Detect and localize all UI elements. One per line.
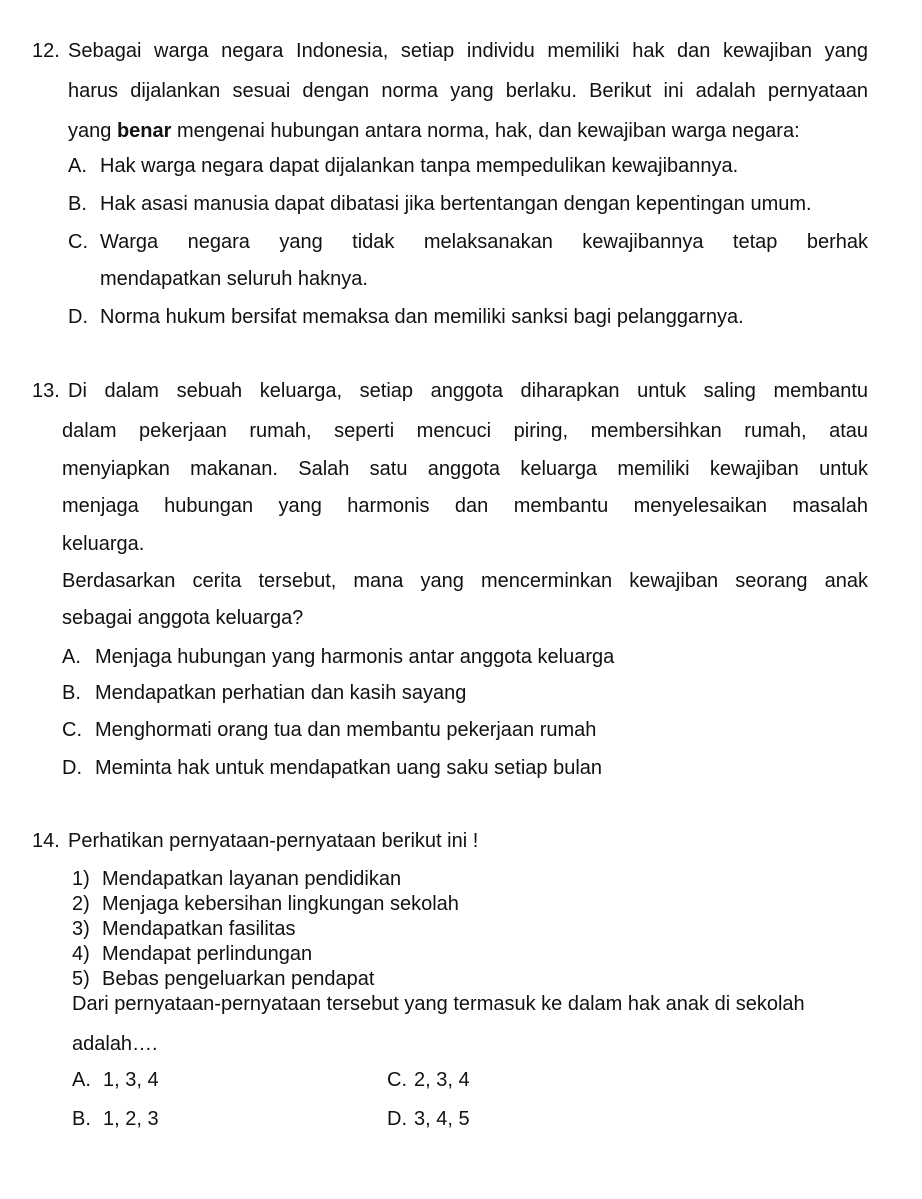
statement-text: Mendapatkan fasilitas	[102, 918, 296, 940]
question-stem-line: menyiapkan makanan. Salah satu anggota keluarga memiliki kewajiban untuk	[62, 458, 868, 480]
question-prompt-line: adalah….	[72, 1033, 158, 1055]
option-letter: C.	[62, 719, 82, 741]
option-text: Hak warga negara dapat dijalankan tanpa mempedulikan kewajibannya.	[100, 155, 739, 177]
option-text: 3, 4, 5	[414, 1108, 470, 1130]
option-letter: A.	[72, 1069, 91, 1091]
option-text: 1, 2, 3	[103, 1108, 159, 1130]
option-text: 2, 3, 4	[414, 1069, 470, 1091]
question-number: 13.	[32, 380, 60, 402]
statement-text: Mendapat perlindungan	[102, 943, 313, 965]
question-prompt-line: Berdasarkan cerita tersebut, mana yang mencerminkan kewajiban seorang anak	[62, 570, 868, 592]
question-stem-line: Sebagai warga negara Indonesia, setiap individu memiliki hak dan kewajiban yang	[68, 40, 868, 62]
option-letter: A.	[62, 646, 81, 668]
question-number: 12.	[32, 40, 60, 62]
option-letter: C.	[68, 231, 88, 253]
option-letter: D.	[387, 1108, 407, 1130]
option-letter: B.	[62, 682, 81, 704]
option-text: Menjaga hubungan yang harmonis antar anggota keluarga	[95, 646, 615, 668]
option-text: Mendapatkan perhatian dan kasih sayang	[95, 682, 467, 704]
option-text: Warga negara yang tidak melaksanakan kewajibannya tetap berhak	[100, 231, 868, 253]
option-letter: A.	[68, 155, 87, 177]
option-text: Meminta hak untuk mendapatkan uang saku setiap bulan	[95, 757, 603, 779]
question-stem-line: harus dijalankan sesuai dengan norma yang berlaku. Berikut ini adalah pernyataan	[68, 80, 868, 102]
question-stem-line: menjaga hubungan yang harmonis dan membantu menyelesaikan masalah	[62, 495, 868, 517]
option-text: 1, 3, 4	[103, 1069, 159, 1091]
stem-text: yang	[68, 120, 117, 142]
statement-number: 1)	[72, 868, 90, 890]
option-letter: B.	[68, 193, 87, 215]
option-text: Hak asasi manusia dapat dibatasi jika bertentangan dengan kepentingan umum.	[100, 193, 812, 215]
question-prompt-line: Dari pernyataan-pernyataan tersebut yang termasuk ke dalam hak anak di sekolah	[72, 993, 805, 1015]
question-stem-line: Perhatikan pernyataan-pernyataan berikut ini !	[68, 830, 479, 852]
question-stem-line	[68, 120, 800, 143]
option-text-continuation: mendapatkan seluruh haknya.	[100, 268, 368, 290]
statement-number: 2)	[72, 893, 90, 915]
question-stem-line: Di dalam sebuah keluarga, setiap anggota diharapkan untuk saling membantu	[68, 380, 868, 402]
statement-text: Bebas pengeluarkan pendapat	[102, 968, 375, 990]
option-text: Norma hukum bersifat memaksa dan memiliki sanksi bagi pelanggarnya.	[100, 306, 744, 328]
option-letter: C.	[387, 1069, 407, 1091]
option-text: Menghormati orang tua dan membantu pekerjaan rumah	[95, 719, 597, 741]
question-stem-line: dalam pekerjaan rumah, seperti mencuci piring, membersihkan rumah, atau	[62, 420, 868, 442]
option-letter: B.	[72, 1108, 91, 1130]
question-stem-line: keluarga.	[62, 533, 145, 555]
statement-text: Menjaga kebersihan lingkungan sekolah	[102, 893, 459, 915]
option-letter: D.	[62, 757, 82, 779]
stem-text: mengenai hubungan antara norma, hak, dan kewajiban warga negara:	[171, 120, 800, 142]
question-prompt-line: sebagai anggota keluarga?	[62, 607, 304, 629]
question-number: 14.	[32, 830, 60, 852]
stem-emphasis: benar	[116, 120, 172, 142]
statement-text: Mendapatkan layanan pendidikan	[102, 868, 402, 890]
statement-number: 4)	[72, 943, 90, 965]
statement-number: 3)	[72, 918, 90, 940]
option-letter: D.	[68, 306, 88, 328]
statement-number: 5)	[72, 968, 90, 990]
